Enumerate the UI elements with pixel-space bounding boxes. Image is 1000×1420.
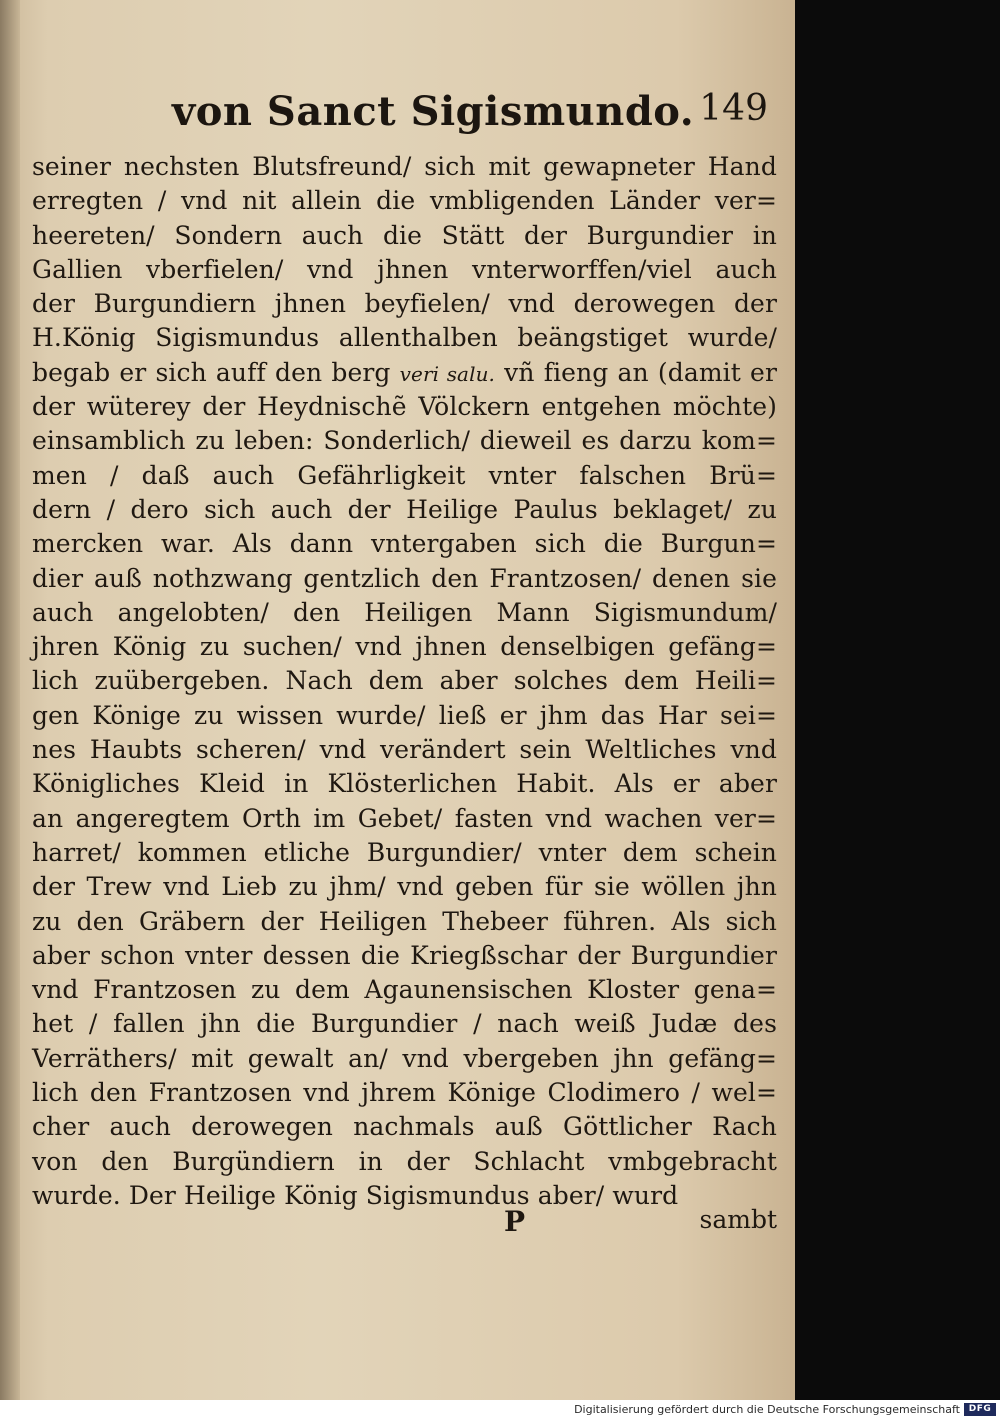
text-line: vnd Frantzosen zu dem Agaunensischen Kloster gena=: [32, 975, 777, 1005]
text-line: dier auß nothzwang gentzlich den Frantzosen/ denen sie: [32, 563, 777, 593]
text-segment: begab er sich auff den berg: [32, 357, 400, 387]
text-line: seiner nechsten Blutsfreund/ sich mit gewapneter Hand: [32, 152, 777, 181]
text-line: nes Haubts scheren/ vnd verändert sein Weltliches vnd: [32, 735, 777, 765]
text-line: dern / dero sich auch der Heilige Paulus beklaget/ zu: [32, 494, 777, 524]
page-gutter: [0, 0, 20, 1400]
text-line: cher auch derowegen nachmals auß Göttlicher Rach: [32, 1112, 777, 1142]
text-line: einsamblich zu leben: Sonderlich/ dieweil es darzu kom=: [32, 426, 777, 456]
latin-place-name: veri salu.: [399, 361, 496, 386]
text-line: harret/ kommen etliche Burgundier/ vnter dem schein: [32, 837, 777, 867]
text-line: zu den Gräbern der Heiligen Thebeer führen. Als sich: [32, 906, 777, 936]
text-line: der Burgundiern jhnen beyfielen/ vnd derowegen der: [32, 289, 777, 319]
text-line: mercken war. Als dann vntergaben sich die Burgun=: [32, 529, 777, 559]
text-line: [32, 356, 777, 390]
running-head: [172, 88, 782, 148]
text-line: het / fallen jhn die Burgundier / nach weiß Judæ des: [32, 1009, 777, 1039]
signature-mark: P: [504, 1205, 526, 1238]
page-number: 149: [699, 88, 768, 129]
text-line: Gallien vberfielen/ vnd jhnen vnterworffen/viel auch: [32, 254, 777, 284]
text-line: H.König Sigismundus allenthalben beängstiget wurde/: [32, 323, 777, 353]
funding-credit: Digitalisierung gefördert durch die Deutsche Forschungsgemeinschaft: [574, 1403, 960, 1416]
text-segment: vñ fieng an (damit er: [495, 357, 777, 387]
text-line: wurde. Der Heilige König Sigismundus aber/ wurd: [32, 1180, 679, 1210]
text-line: erregten / vnd nit allein die vmbligenden Länder ver=: [32, 186, 777, 216]
catchword-row: [32, 1205, 777, 1245]
text-line: der Trew vnd Lieb zu jhm/ vnd geben für sie wöllen jhn: [32, 872, 777, 902]
text-line: men / daß auch Gefährligkeit vnter falschen Brü=: [32, 460, 777, 490]
text-line: jhren König zu suchen/ vnd jhnen denselbigen gefäng=: [32, 632, 777, 662]
text-line: aber schon vnter dessen die Kriegßschar der Burgundier: [32, 940, 777, 970]
text-line: heereten/ Sondern auch die Stätt der Burgundier in: [32, 220, 777, 250]
text-line: auch angelobten/ den Heiligen Mann Sigismundum/: [32, 597, 777, 627]
text-line: Verräthers/ mit gewalt an/ vnd vbergeben jhn gefäng=: [32, 1043, 777, 1073]
text-line: gen Könige zu wissen wurde/ ließ er jhm das Har sei=: [32, 700, 777, 730]
digitization-footer: [0, 1400, 1000, 1420]
text-line: Königliches Kleid in Klösterlichen Habit. Als er aber: [32, 769, 777, 799]
text-line: der wüterey der Heydnischẽ Völckern entgehen möchte): [32, 392, 777, 422]
text-line: an angeregtem Orth im Gebet/ fasten vnd wachen ver=: [32, 803, 777, 833]
catchword: sambt: [699, 1205, 777, 1234]
text-line: von den Burgündiern in der Schlacht vmbgebracht: [32, 1146, 777, 1176]
running-head-title: von Sanct Sigismundo.: [172, 88, 695, 135]
text-line: lich den Frantzosen vnd jhrem Könige Clodimero / wel=: [32, 1078, 777, 1108]
text-line: lich zuübergeben. Nach dem aber solches dem Heili=: [32, 666, 777, 696]
dfg-logo: DFG: [964, 1403, 996, 1416]
body-text: [32, 150, 777, 1213]
